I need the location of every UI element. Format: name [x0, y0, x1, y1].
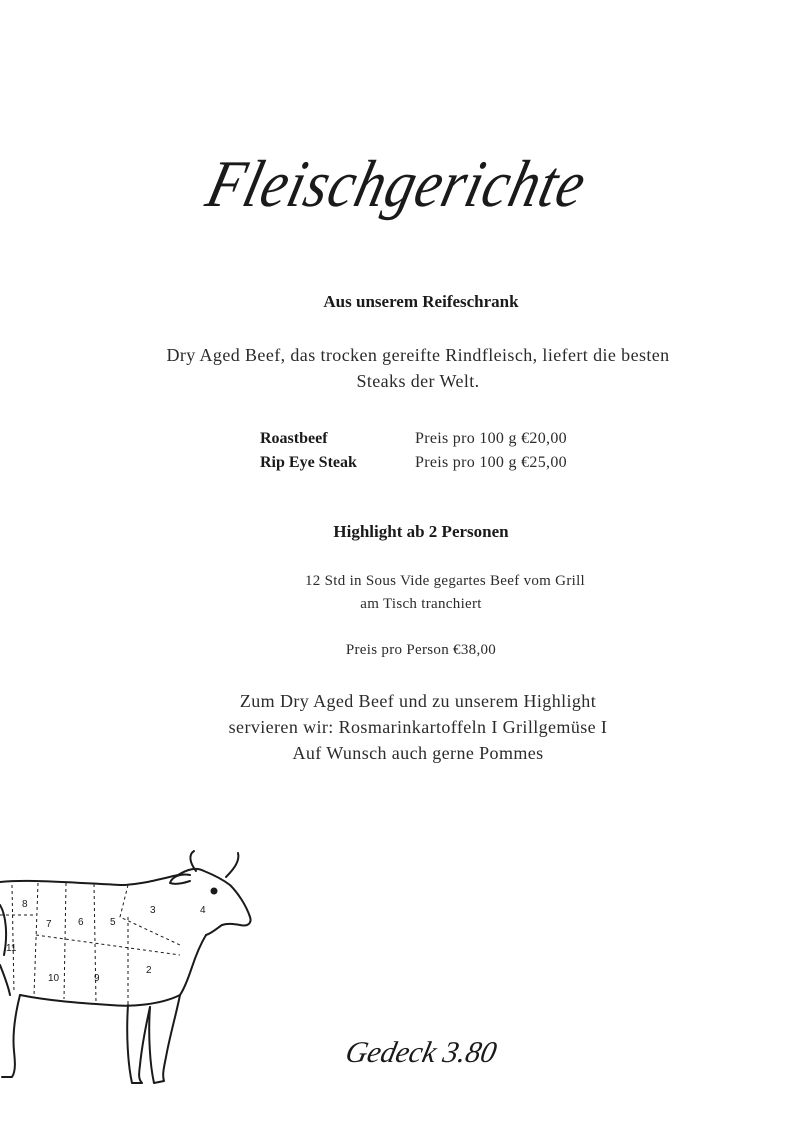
cut-label: 9 — [94, 973, 100, 984]
beef-cuts-cow-icon — [0, 845, 260, 1090]
sides-line: Zum Dry Aged Beef und zu unserem Highlight — [239, 691, 597, 711]
highlight-description-line: am Tisch tranchiert — [360, 596, 482, 612]
cut-label: 3 — [150, 905, 156, 916]
cut-label: 5 — [110, 917, 116, 928]
sides-line: Auf Wunsch auch gerne Pommes — [292, 743, 544, 763]
menu-item-price: Preis pro 100 g €20,00 — [415, 430, 567, 447]
cut-label: 6 — [78, 917, 84, 928]
cut-label: 7 — [46, 919, 52, 930]
cut-label: 4 — [200, 905, 206, 916]
section-description-line: Dry Aged Beef, das trocken gereifte Rindfleisch, liefert die besten — [166, 345, 670, 365]
menu-item-roastbeef — [260, 427, 567, 451]
cut-label: 2 — [146, 965, 152, 976]
cover-charge: Gedeck 3.80 — [342, 1036, 500, 1069]
section-heading-aging-cabinet: Aus unserem Reifeschrank — [323, 292, 519, 311]
page-title: Fleischgerichte — [199, 146, 595, 221]
menu-item-name: Roastbeef — [260, 430, 328, 447]
cut-label: 11 — [6, 943, 17, 954]
sides-line: servieren wir: Rosmarinkartoffeln I Grillgemüse I — [228, 717, 608, 737]
cut-label: 8 — [22, 899, 28, 910]
highlight-description-line: 12 Std in Sous Vide gegartes Beef vom Grill — [304, 573, 586, 589]
highlight-price: Preis pro Person €38,00 — [345, 642, 497, 658]
menu-item-price: Preis pro 100 g €25,00 — [415, 454, 567, 471]
menu-item-ribeye — [260, 451, 567, 475]
menu-item-name: Rip Eye Steak — [260, 454, 357, 471]
section-heading-highlight: Highlight ab 2 Personen — [333, 522, 509, 541]
section-description-line: Steaks der Welt. — [356, 371, 480, 391]
cut-label: 10 — [48, 973, 60, 984]
